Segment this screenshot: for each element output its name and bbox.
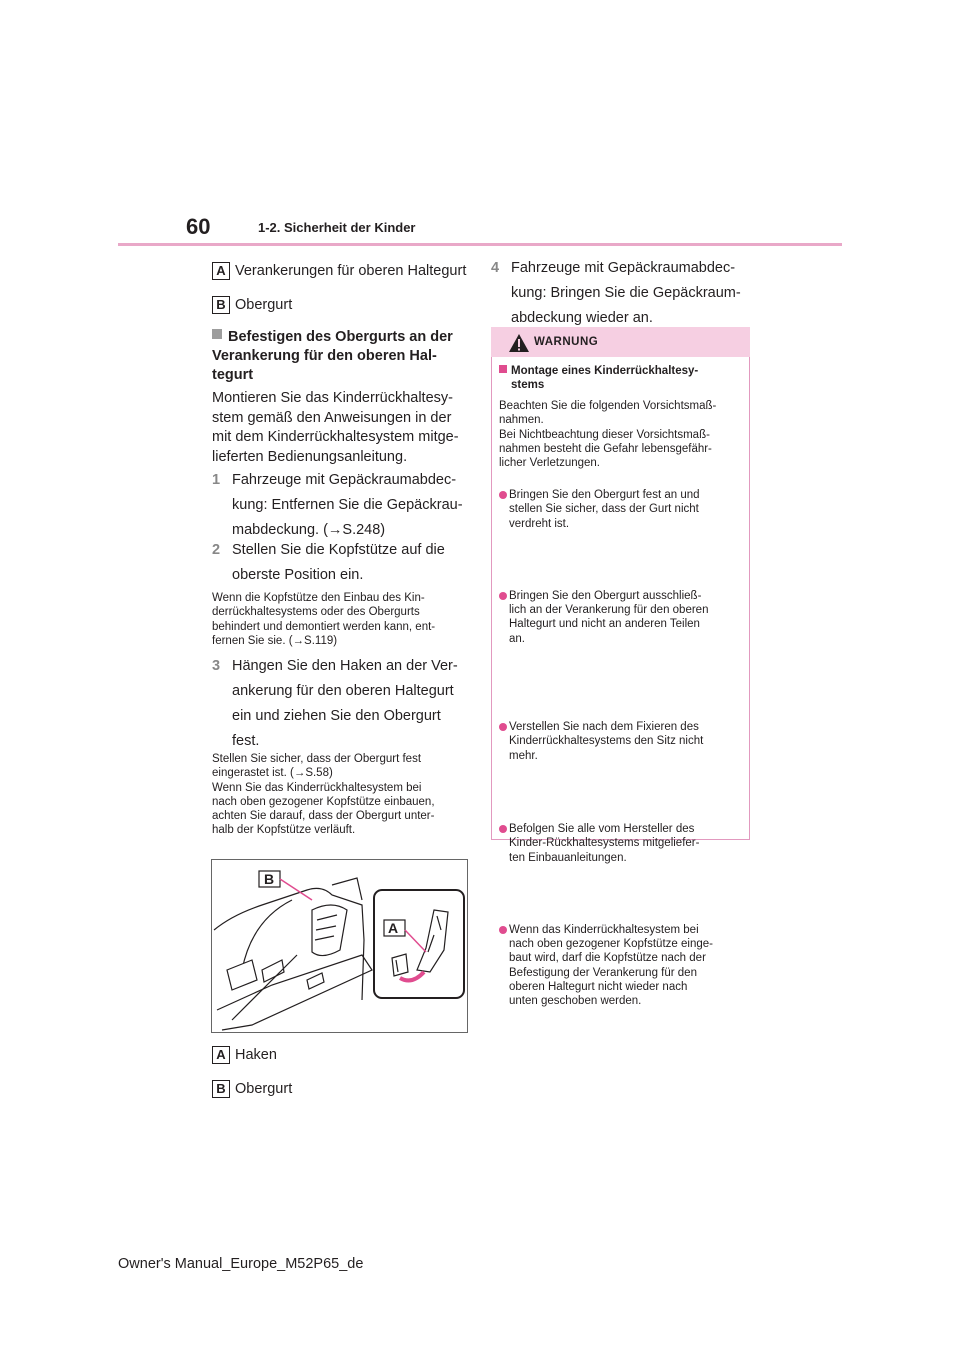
warning-bullet-2 <box>499 589 747 646</box>
warning-bullet-line: lich an der Verankerung für den oberen <box>509 604 709 617</box>
step-line: kung: Entfernen Sie die Gepäckrau- <box>232 497 463 513</box>
warning-bullet-line: Wenn das Kinderrückhaltesystem bei <box>509 923 699 936</box>
warning-bullet-line: an. <box>509 632 525 645</box>
warning-intro-line: Beachten Sie die folgenden Vorsichtsmaß- <box>499 400 717 412</box>
round-bullet-icon <box>499 491 507 499</box>
step-number: 3 <box>212 658 221 674</box>
note-line: derrückhaltesystems oder des Obergurts <box>212 606 420 619</box>
warning-bullet-line: ten Einbauanleitungen. <box>509 851 627 864</box>
note-line: eingerastet ist. (→S.58) <box>212 767 333 780</box>
warning-bullet-line: Bringen Sie den Obergurt fest an und <box>509 489 700 501</box>
step-line: ankerung für den oberen Haltegurt <box>232 683 454 699</box>
warning-intro-line: Bei Nichtbeachtung dieser Vorsichtsmaß- <box>499 428 710 441</box>
step-line: kung: Bringen Sie die Gepäckraum- <box>511 285 741 301</box>
warning-title: WARNUNG <box>534 336 599 348</box>
warning-bullet-line: oberen Haltegurt nicht wieder nach <box>509 981 688 994</box>
note-line: halb der Kopfstütze verläuft. <box>212 824 356 837</box>
intro-line: Montieren Sie das Kinderrückhaltesy- <box>212 390 453 406</box>
warning-bullet-line: unten geschoben werden. <box>509 995 642 1008</box>
step-line: ein und ziehen Sie den Obergurt <box>232 708 441 724</box>
warning-bullet-line: baut wird, darf die Kopfstütze nach der <box>509 952 706 965</box>
warning-triangle-icon <box>508 333 530 353</box>
note-line: nach oben gezogener Kopfstütze einbauen, <box>212 795 435 808</box>
step-line: Hängen Sie den Haken an der Ver- <box>232 658 458 674</box>
legend-bottom-b <box>212 1080 292 1098</box>
step-3 <box>212 654 474 754</box>
note-line: Wenn die Kopfstütze den Einbau des Kin- <box>212 592 425 604</box>
warning-bullet-line: Kinderrückhaltesystems den Sitz nicht <box>509 735 704 748</box>
intro-paragraph <box>212 389 474 467</box>
legend-bottom-b-text: Obergurt <box>235 1080 293 1097</box>
header-rule <box>118 243 842 246</box>
round-bullet-icon <box>499 926 507 934</box>
step-number: 4 <box>491 260 500 276</box>
warning-subheading-line: Montage eines Kinderrückhaltesy- <box>511 365 699 377</box>
step-line: fest. <box>232 733 260 749</box>
warning-subheading <box>499 364 737 393</box>
warning-bullet-line: mehr. <box>509 749 538 762</box>
intro-line: stem gemäß den Anweisungen in der <box>212 409 452 426</box>
warning-bullet-line: Befestigung der Verankerung für den <box>509 966 697 979</box>
step-1 <box>212 468 474 543</box>
legend-top-b-text: Obergurt <box>235 296 293 313</box>
step-2 <box>212 538 474 588</box>
step-line: mabdeckung. (→S.248) <box>232 522 386 538</box>
note-step-2 <box>212 591 474 648</box>
step-number: 2 <box>212 542 221 558</box>
note-line: achten Sie darauf, dass der Obergurt unter- <box>212 810 435 823</box>
warning-bullet-1 <box>499 488 747 531</box>
warning-bullet-3 <box>499 720 747 763</box>
warning-bullet-line: Kinder-Rückhaltesystems mitgeliefer- <box>509 837 700 850</box>
round-bullet-icon <box>499 723 507 731</box>
warning-bullet-line: Befolgen Sie alle vom Hersteller des <box>509 822 695 835</box>
square-bullet-icon <box>212 329 222 339</box>
intro-line: lieferten Bedienungsanleitung. <box>212 448 408 465</box>
note-line: behindert und demontiert werden kann, ent- <box>212 620 436 633</box>
child-seat-illustration <box>211 859 468 1033</box>
warning-intro-line: nahmen besteht die Gefahr lebensgefähr- <box>499 442 712 455</box>
child-seat-drawing <box>212 860 467 1032</box>
warning-bullet-line: stellen Sie sicher, dass der Gurt nicht <box>509 503 699 516</box>
figure-label-b: B <box>264 871 275 887</box>
step-number: 1 <box>212 472 221 488</box>
warning-intro-line: licher Verletzungen. <box>499 457 601 470</box>
legend-top-b <box>212 296 292 314</box>
square-bullet-icon <box>499 365 507 373</box>
warning-bullet-line: Bringen Sie den Obergurt ausschließ- <box>509 589 702 602</box>
legend-bottom-a <box>212 1046 277 1064</box>
legend-top-a <box>212 262 466 280</box>
footer-text: Owner's Manual_Europe_M52P65_de <box>118 1256 364 1272</box>
section-title: 1-2. Sicherheit der Kinder <box>258 220 416 235</box>
step-line: Fahrzeuge mit Gepäckraumabdec- <box>232 472 457 488</box>
warning-bullet-5 <box>499 923 747 1009</box>
warning-bullet-line: nach oben gezogener Kopfstütze einge- <box>509 938 713 951</box>
warning-bullet-line: Haltegurt und nicht an anderen Teilen <box>509 618 700 631</box>
note-line: Wenn Sie das Kinderrückhaltesystem bei <box>212 781 422 794</box>
step-line: oberste Position ein. <box>232 567 364 583</box>
round-bullet-icon <box>499 592 507 600</box>
label-box-a: A <box>212 262 230 280</box>
warning-bullet-line: verdreht ist. <box>509 517 570 530</box>
label-box-b: B <box>212 296 230 314</box>
section-heading-text: Befestigen des Obergurts an der Verankerung für den oberen Hal-tegurt <box>212 329 453 383</box>
label-box-b: B <box>212 1080 230 1098</box>
figure-label-a: A <box>388 920 399 936</box>
section-heading <box>212 328 474 385</box>
step-line: Fahrzeuge mit Gepäckraumabdec- <box>511 260 736 276</box>
step-4 <box>491 256 753 331</box>
intro-line: mit dem Kinderrückhaltesystem mitge- <box>212 429 459 445</box>
warning-bullet-4 <box>499 822 747 865</box>
page-number: 60 <box>186 214 211 239</box>
round-bullet-icon <box>499 825 507 833</box>
note-step-3 <box>212 752 474 838</box>
note-line: Stellen Sie sicher, dass der Obergurt fest <box>212 753 422 765</box>
warning-intro-line: nahmen. <box>499 414 544 427</box>
note-line: fernen Sie sie. (→S.119) <box>212 634 338 647</box>
legend-top-a-text: Verankerungen für oberen Haltegurt <box>235 262 467 279</box>
warning-intro <box>499 399 737 470</box>
label-box-a: A <box>212 1046 230 1064</box>
legend-bottom-a-text: Haken <box>235 1046 277 1063</box>
warning-bullet-line: Verstellen Sie nach dem Fixieren des <box>509 721 699 734</box>
step-line: Stellen Sie die Kopfstütze auf die <box>232 542 445 558</box>
warning-subheading-line: stems <box>511 379 545 392</box>
step-line: abdeckung wieder an. <box>511 310 653 326</box>
